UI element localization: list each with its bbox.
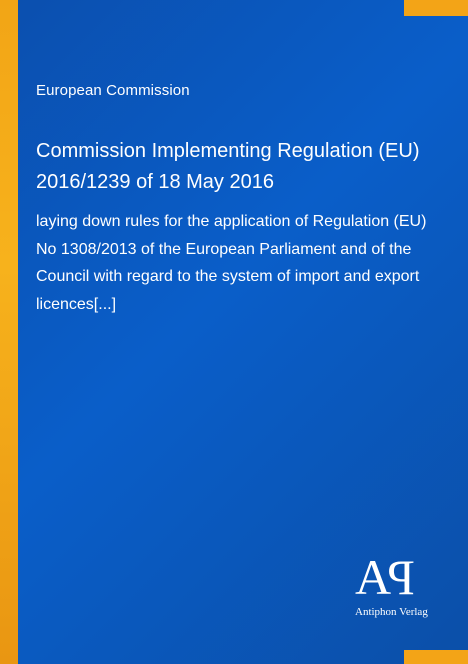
- logo-letter-a: A: [355, 549, 390, 605]
- bottom-corner-accent: [404, 650, 468, 664]
- publisher-logo: [355, 549, 429, 618]
- book-subtitle: laying down rules for the application of Regulation (EU) No 1308/2013 of the European Parliament and of the Council with regard to the system of import and export licences[...]: [36, 213, 427, 313]
- book-title: Commission Implementing Regulation (EU) 2016/1239 of 18 May 2016: [36, 140, 420, 193]
- publisher-name: Antiphon Verlag: [355, 606, 428, 618]
- publisher-logo-mark: [355, 549, 429, 605]
- top-corner-accent: [404, 0, 468, 16]
- logo-letter-p: P: [389, 549, 415, 605]
- spine-stripe: [0, 0, 18, 664]
- author-name: European Commission: [36, 82, 190, 99]
